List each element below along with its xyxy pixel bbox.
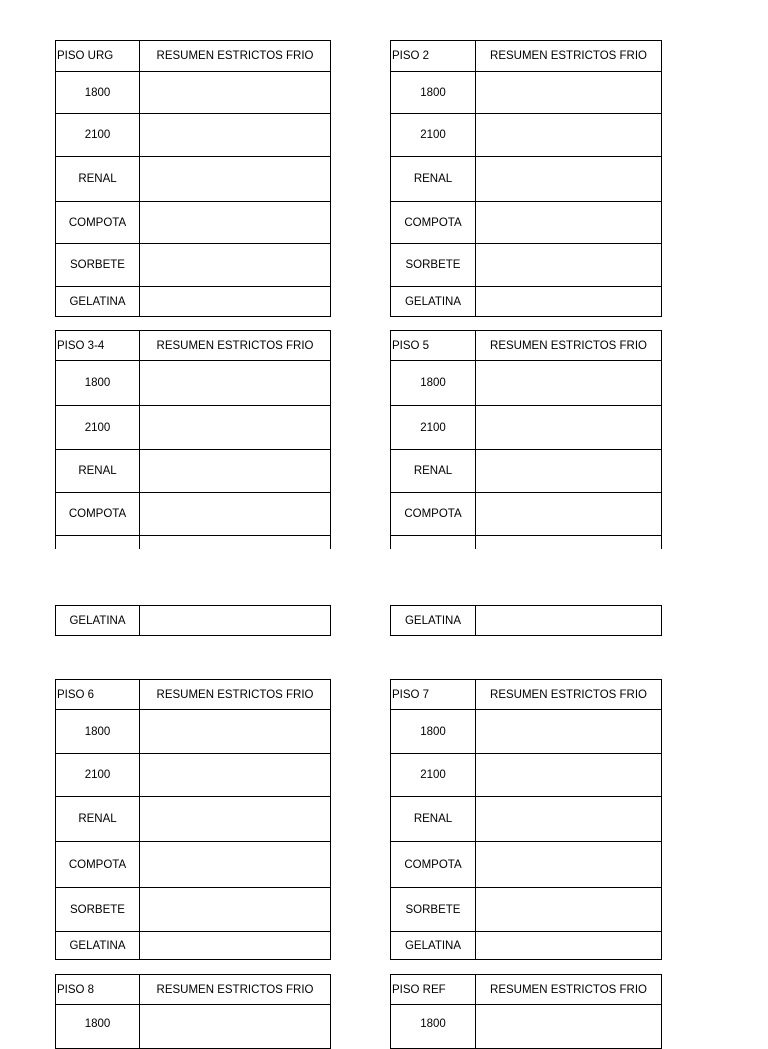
row-label: COMPOTA	[391, 493, 476, 536]
piso-ref-table	[390, 974, 662, 1049]
table-floor-label: PISO 6	[56, 680, 140, 710]
row-label: 1800	[391, 361, 476, 406]
value-cell[interactable]	[476, 1005, 662, 1049]
row-label: COMPOTA	[391, 842, 476, 888]
value-cell[interactable]	[140, 606, 331, 636]
row-label: COMPOTA	[56, 493, 140, 536]
value-cell[interactable]	[140, 842, 331, 888]
row-label: COMPOTA	[391, 202, 476, 244]
value-cell[interactable]	[140, 361, 331, 406]
value-cell[interactable]	[140, 932, 331, 960]
value-cell[interactable]	[476, 797, 662, 842]
row-label: SORBETE	[391, 888, 476, 932]
value-cell[interactable]	[140, 493, 331, 536]
table-floor-label: PISO 2	[391, 41, 476, 72]
row-label: SORBETE	[56, 888, 140, 932]
row-label: GELATINA	[56, 287, 140, 317]
row-label: 1800	[56, 1005, 140, 1049]
table-floor-label: PISO 5	[391, 331, 476, 361]
value-cell[interactable]	[140, 244, 331, 287]
value-cell[interactable]	[140, 710, 331, 754]
table-header: RESUMEN ESTRICTOS FRIO	[140, 975, 331, 1005]
table-header: RESUMEN ESTRICTOS FRIO	[140, 331, 331, 361]
row-label: 2100	[56, 754, 140, 797]
table-floor-label: PISO URG	[56, 41, 140, 72]
value-cell[interactable]	[476, 450, 662, 493]
row-label: COMPOTA	[56, 202, 140, 244]
table-header: RESUMEN ESTRICTOS FRIO	[476, 680, 662, 710]
value-cell[interactable]	[140, 202, 331, 244]
row-label: 1800	[56, 710, 140, 754]
row-label: GELATINA	[391, 287, 476, 317]
row-label: RENAL	[391, 157, 476, 202]
row-label: 1800	[391, 72, 476, 114]
value-cell[interactable]	[476, 202, 662, 244]
value-cell[interactable]	[140, 287, 331, 317]
row-label: 2100	[56, 406, 140, 450]
value-cell[interactable]	[476, 72, 662, 114]
row-label: GELATINA	[391, 932, 476, 960]
value-cell[interactable]	[140, 450, 331, 493]
table-floor-label: PISO 7	[391, 680, 476, 710]
value-cell[interactable]	[476, 114, 662, 157]
row-label: 2100	[391, 114, 476, 157]
value-cell[interactable]	[140, 157, 331, 202]
row-label: 2100	[56, 114, 140, 157]
table-header: RESUMEN ESTRICTOS FRIO	[476, 975, 662, 1005]
table-floor-label: PISO REF	[391, 975, 476, 1005]
table-header: RESUMEN ESTRICTOS FRIO	[140, 680, 331, 710]
row-label: 1800	[56, 361, 140, 406]
page-break	[0, 549, 768, 605]
value-cell[interactable]	[140, 754, 331, 797]
row-label: RENAL	[56, 157, 140, 202]
table-floor-label: PISO 8	[56, 975, 140, 1005]
value-cell[interactable]	[476, 754, 662, 797]
value-cell[interactable]	[140, 72, 331, 114]
piso-8-table	[55, 974, 331, 1049]
row-label: SORBETE	[56, 244, 140, 287]
table-header: RESUMEN ESTRICTOS FRIO	[476, 331, 662, 361]
row-label: GELATINA	[391, 606, 476, 636]
value-cell[interactable]	[140, 114, 331, 157]
value-cell[interactable]	[476, 888, 662, 932]
value-cell[interactable]	[476, 361, 662, 406]
piso-urg-table	[55, 40, 331, 317]
row-label: 1800	[391, 710, 476, 754]
row-label: RENAL	[56, 797, 140, 842]
row-label: SORBETE	[391, 244, 476, 287]
value-cell[interactable]	[476, 493, 662, 536]
table-floor-label: PISO 3-4	[56, 331, 140, 361]
value-cell[interactable]	[476, 406, 662, 450]
row-label: RENAL	[391, 450, 476, 493]
value-cell[interactable]	[476, 842, 662, 888]
piso-2-table	[390, 40, 662, 317]
row-label: 2100	[391, 406, 476, 450]
value-cell[interactable]	[476, 710, 662, 754]
value-cell[interactable]	[140, 406, 331, 450]
value-cell[interactable]	[140, 888, 331, 932]
row-label: RENAL	[56, 450, 140, 493]
piso-6-table	[55, 679, 331, 960]
value-cell[interactable]	[140, 797, 331, 842]
row-label: RENAL	[391, 797, 476, 842]
row-label: GELATINA	[56, 932, 140, 960]
row-label: GELATINA	[56, 606, 140, 636]
piso-7-table	[390, 679, 662, 960]
value-cell[interactable]	[476, 606, 662, 636]
value-cell[interactable]	[140, 1005, 331, 1049]
value-cell[interactable]	[476, 287, 662, 317]
table-header: RESUMEN ESTRICTOS FRIO	[476, 41, 662, 72]
row-label: COMPOTA	[56, 842, 140, 888]
table-header: RESUMEN ESTRICTOS FRIO	[140, 41, 331, 72]
value-cell[interactable]	[476, 932, 662, 960]
value-cell[interactable]	[476, 157, 662, 202]
row-label: 2100	[391, 754, 476, 797]
row-label: 1800	[56, 72, 140, 114]
value-cell[interactable]	[476, 244, 662, 287]
row-label: 1800	[391, 1005, 476, 1049]
